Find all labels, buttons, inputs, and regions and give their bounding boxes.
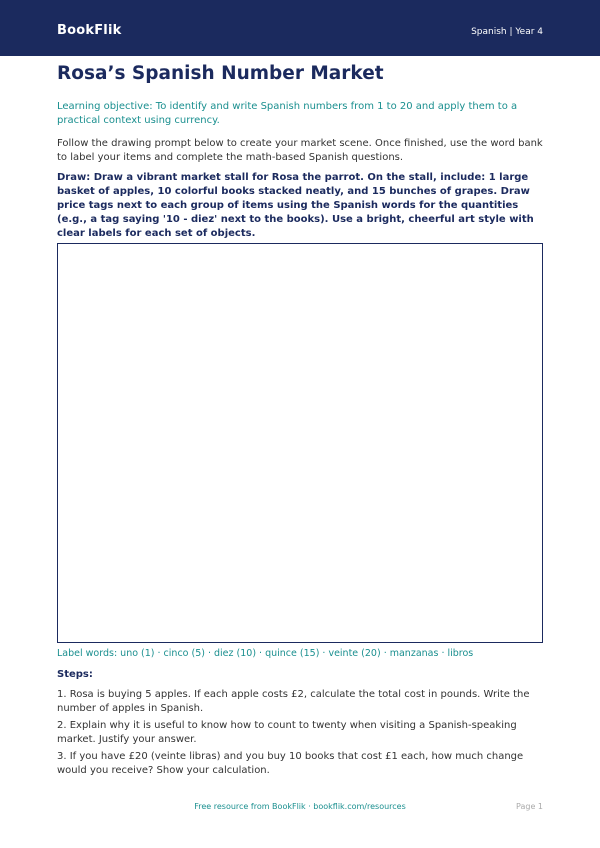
footer-link-text[interactable]: Free resource from BookFlik · bookflik.com/resources (194, 802, 406, 811)
page-title: Rosa’s Spanish Number Market (57, 63, 384, 84)
page-number: Page 1 (516, 802, 543, 811)
header-bar (0, 0, 600, 56)
brand-logo-text: BookFlik (57, 23, 122, 38)
intro-text: Follow the drawing prompt below to create your market scene. Once finished, use the word bank to label your items and complete the math-based Spanish questions. (57, 138, 543, 163)
label-words: Label words: uno (1) · cinco (5) · diez (10) · quince (15) · veinte (20) · manzanas · libros (57, 648, 474, 659)
step-item: 2. Explain why it is useful to know how to count to twenty when visiting a Spanish-speaking market. Justify your answer. (57, 720, 517, 745)
drawing-area[interactable] (57, 243, 543, 643)
step-item: 1. Rosa is buying 5 apples. If each apple costs £2, calculate the total cost in pounds. Write the number of apples in Spanish. (57, 689, 530, 714)
learning-objective: Learning objective: To identify and write Spanish numbers from 1 to 20 and apply them to a practical context using currency. (57, 101, 518, 126)
subject-year-label: Spanish | Year 4 (471, 27, 543, 37)
steps-list (57, 688, 547, 781)
drawing-prompt: Draw: Draw a vibrant market stall for Rosa the parrot. On the stall, include: 1 large basket of apples, 10 colorful books stacked neatly, and 15 bunches of grapes. Draw price tags next to each group of items using the Spanish words for the quantities (e.g., a tag saying '10 - diez' next to the books). Use a bright, cheerful art style with clear labels for each set of objects. (57, 172, 534, 239)
step-item: 3. If you have £20 (veinte libras) and you buy 10 books that cost £1 each, how much change would you receive? Show your calculation. (57, 751, 524, 776)
steps-heading: Steps: (57, 669, 93, 680)
